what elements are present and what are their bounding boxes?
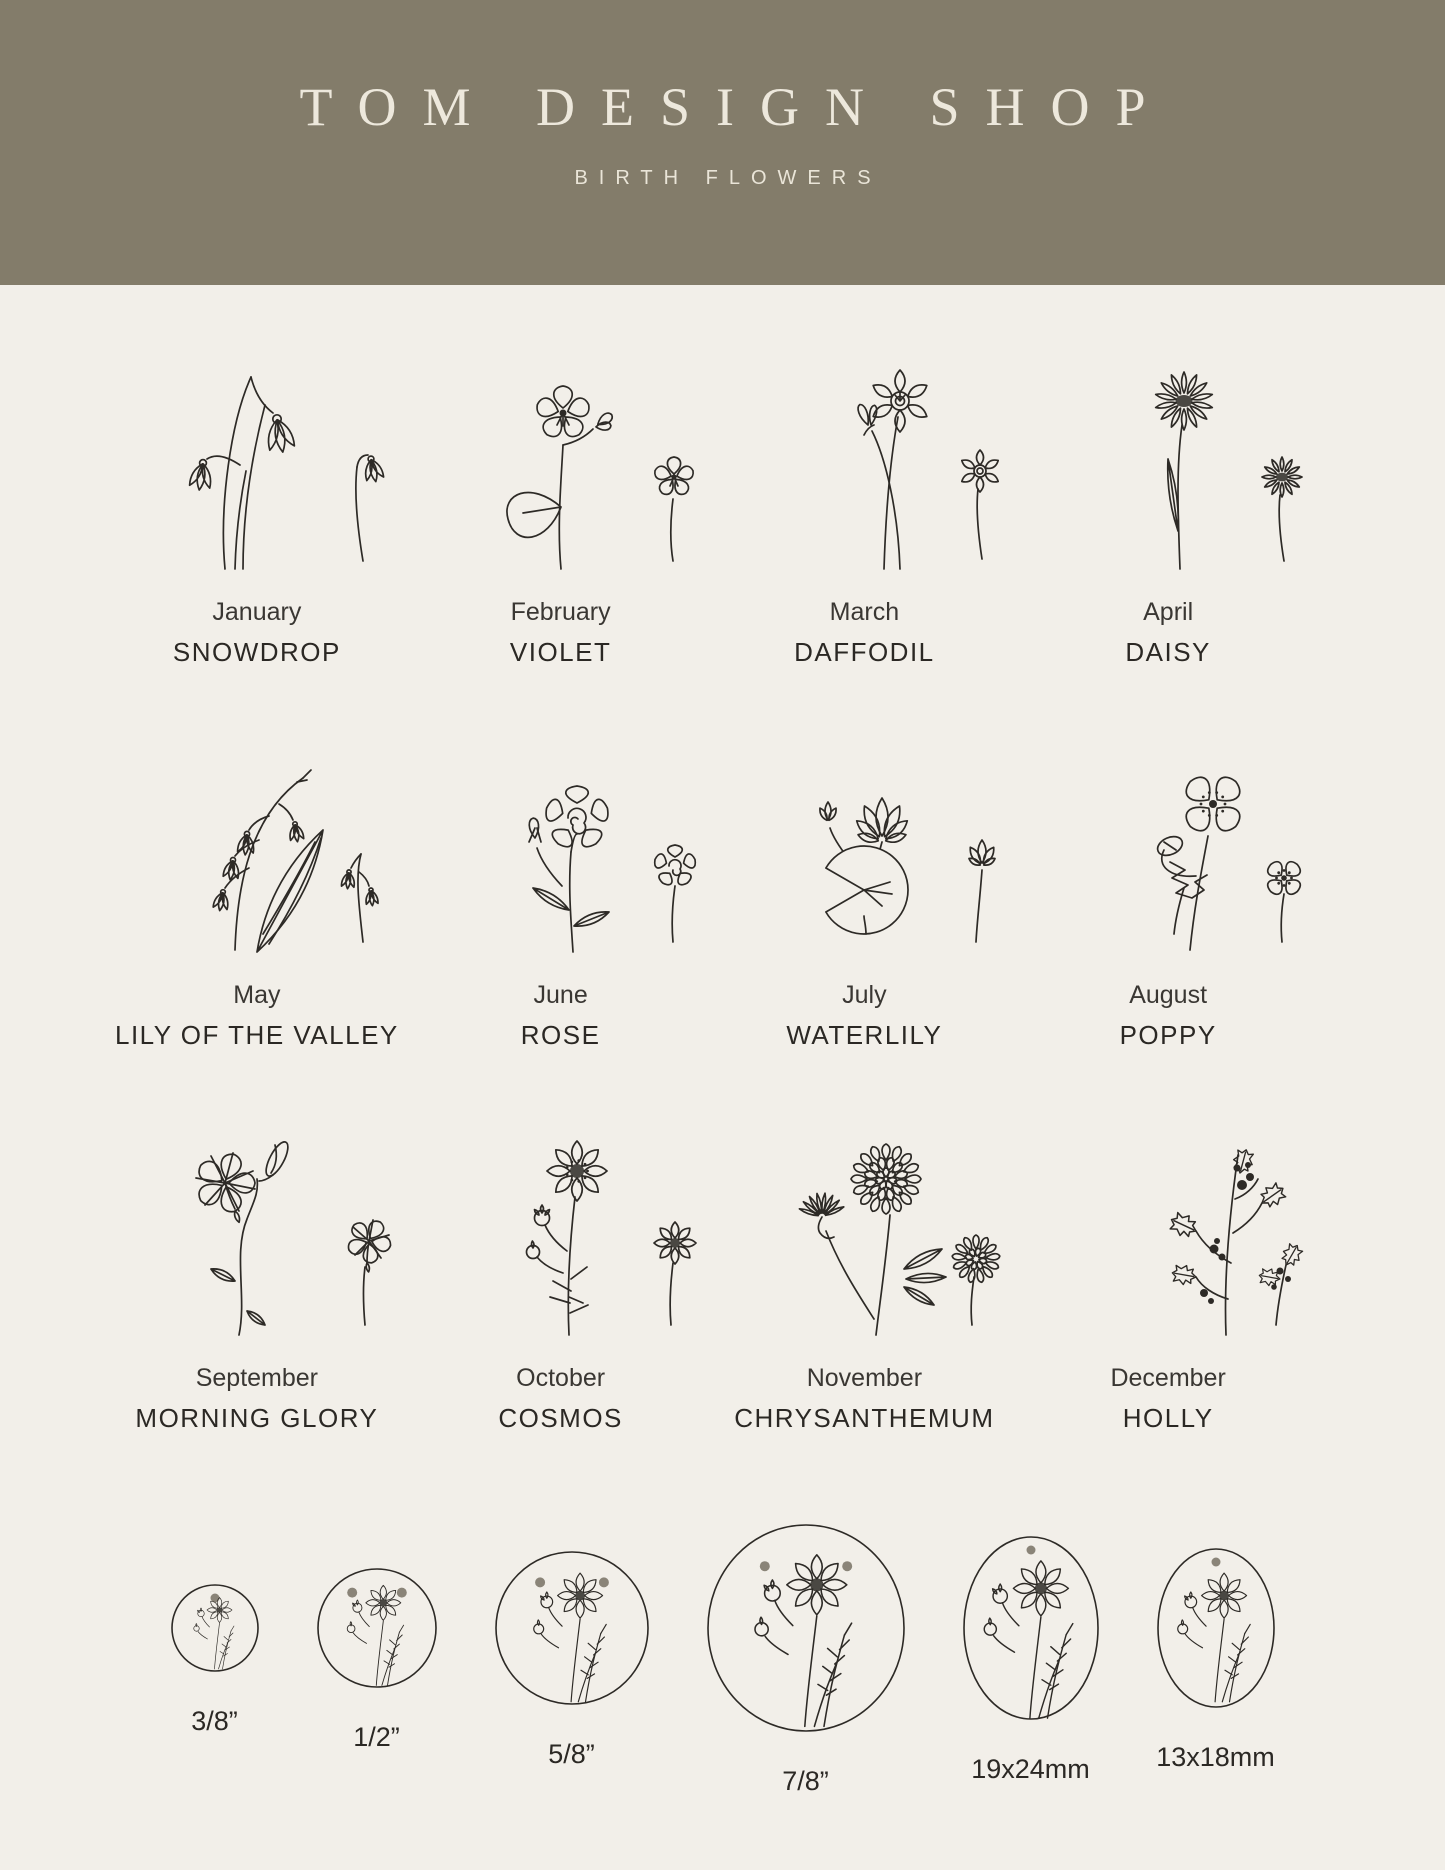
month-cell-april bbox=[1016, 355, 1320, 668]
holly-illustration bbox=[1018, 1121, 1318, 1349]
month-cell-july bbox=[713, 738, 1017, 1051]
flower-name-label: COSMOS bbox=[498, 1403, 623, 1433]
month-label: August bbox=[1129, 981, 1208, 1009]
month-label: July bbox=[842, 981, 887, 1009]
month-label: September bbox=[195, 1364, 319, 1392]
size-sample-shape-4 bbox=[961, 1534, 1101, 1722]
month-cell-august bbox=[1016, 738, 1320, 1051]
flower-name-label: ROSE bbox=[520, 1020, 601, 1050]
morning-glory-illustration bbox=[107, 1121, 407, 1349]
chrysanthemum-illustration bbox=[714, 1121, 1014, 1349]
month-label: December bbox=[1110, 1364, 1226, 1392]
flower-name-label: MORNING GLORY bbox=[135, 1403, 379, 1433]
flower-name-label: VIOLET bbox=[509, 637, 612, 667]
size-label: 19x24mm bbox=[971, 1753, 1090, 1784]
size-sample-shape-0 bbox=[169, 1582, 261, 1674]
shop-title: TOM DESIGN SHOP bbox=[299, 77, 1172, 137]
flower-name-label: DAISY bbox=[1125, 637, 1211, 667]
flower-name-label: LILY OF THE VALLEY bbox=[115, 1020, 399, 1050]
flower-name-label: HOLLY bbox=[1122, 1403, 1214, 1433]
month-cell-may bbox=[105, 738, 409, 1051]
month-cell-february bbox=[409, 355, 713, 668]
size-option bbox=[315, 1448, 439, 1870]
month-label: June bbox=[533, 981, 588, 1009]
size-option bbox=[493, 1448, 651, 1870]
size-option bbox=[1155, 1448, 1277, 1870]
month-cell-december bbox=[1016, 1121, 1320, 1434]
poppy-illustration bbox=[1018, 738, 1318, 966]
lily-of-the-valley-illustration bbox=[107, 738, 407, 966]
month-cell-september bbox=[105, 1121, 409, 1434]
month-cell-june bbox=[409, 738, 713, 1051]
month-label: April bbox=[1143, 598, 1194, 626]
month-cell-november bbox=[713, 1121, 1017, 1434]
size-sample-shape-1 bbox=[315, 1566, 439, 1690]
birth-flower-grid bbox=[0, 285, 1445, 1434]
size-label: 7/8” bbox=[782, 1765, 829, 1796]
size-label: 5/8” bbox=[548, 1738, 595, 1769]
snowdrop-illustration bbox=[107, 355, 407, 583]
violet-illustration bbox=[411, 355, 711, 583]
size-option bbox=[705, 1448, 907, 1870]
daisy-illustration bbox=[1018, 355, 1318, 583]
waterlily-illustration bbox=[714, 738, 1014, 966]
cosmos-illustration bbox=[411, 1121, 711, 1349]
banner bbox=[0, 0, 1445, 285]
flower-name-label: WATERLILY bbox=[786, 1020, 943, 1050]
month-cell-january bbox=[105, 355, 409, 668]
size-option bbox=[961, 1448, 1101, 1870]
size-option bbox=[169, 1448, 261, 1870]
month-label: May bbox=[233, 981, 281, 1009]
size-sample-shape-5 bbox=[1155, 1546, 1277, 1710]
month-cell-march bbox=[713, 355, 1017, 668]
size-options-row bbox=[0, 1434, 1445, 1870]
month-cell-october bbox=[409, 1121, 713, 1434]
flower-name-label: SNOWDROP bbox=[172, 637, 341, 667]
flower-name-label: POPPY bbox=[1119, 1020, 1217, 1050]
size-label: 13x18mm bbox=[1156, 1741, 1275, 1772]
collection-subtitle: BIRTH FLOWERS bbox=[574, 167, 882, 189]
size-sample-shape-2 bbox=[493, 1549, 651, 1707]
rose-illustration bbox=[411, 738, 711, 966]
month-label: March bbox=[829, 598, 900, 626]
month-label: October bbox=[516, 1364, 606, 1392]
size-label: 1/2” bbox=[353, 1721, 400, 1752]
month-label: February bbox=[510, 598, 611, 626]
size-sample-shape-3 bbox=[705, 1522, 907, 1734]
size-label: 3/8” bbox=[191, 1705, 238, 1736]
month-label: January bbox=[212, 598, 302, 626]
month-label: November bbox=[806, 1364, 923, 1392]
daffodil-illustration bbox=[714, 355, 1014, 583]
flower-name-label: DAFFODIL bbox=[794, 637, 935, 667]
flower-name-label: CHRYSANTHEMUM bbox=[734, 1403, 995, 1433]
